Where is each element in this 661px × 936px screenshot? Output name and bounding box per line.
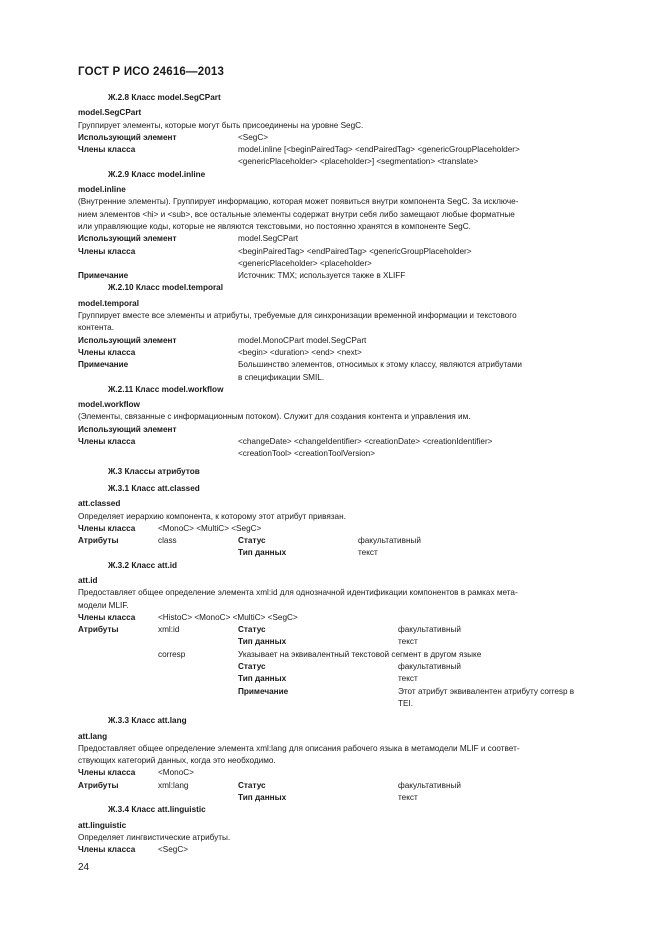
- members-row: [78, 844, 618, 856]
- attribute-row: [78, 535, 618, 547]
- class-name: att.classed: [78, 499, 121, 509]
- note-value: [398, 686, 618, 711]
- members-value: [238, 144, 618, 169]
- datatype-value: текст: [398, 793, 418, 803]
- used-by-value: model.SegCPart: [238, 234, 299, 244]
- attribute-name: xml:lang: [158, 780, 189, 790]
- datatype-label: Тип данных: [238, 793, 287, 803]
- section-heading: Ж.2.10 Класс model.temporal: [108, 283, 223, 293]
- members-value: <SegC>: [158, 845, 189, 855]
- attribute-row: [78, 780, 618, 792]
- members-label: Члены класса: [78, 845, 136, 855]
- class-name: model.SegCPart: [78, 108, 142, 118]
- status-value: факультативный: [398, 780, 461, 790]
- datatype-value: текст: [398, 674, 418, 684]
- members-label: Члены класса: [78, 437, 136, 447]
- section-heading: Ж.3.2 Класс att.id: [108, 560, 178, 570]
- note-line: Этот атрибут эквивалентен атрибуту corresp в: [398, 686, 575, 696]
- status-label: Статус: [238, 780, 266, 790]
- attribute-row: [78, 547, 618, 559]
- members-value: [238, 436, 618, 461]
- members-value: <MonoC> <MultiC> <SegC>: [158, 523, 262, 533]
- attribute-row: [78, 624, 618, 636]
- class-name: model.workflow: [78, 400, 140, 410]
- members-row: [78, 246, 618, 271]
- attribute-row: [78, 636, 618, 648]
- attributes-label: Атрибуты: [78, 536, 119, 546]
- datatype-value: текст: [398, 637, 418, 647]
- attribute-row: [78, 661, 618, 673]
- section-heading: Ж.2.11 Класс model.workflow: [108, 384, 224, 394]
- members-label: Члены класса: [78, 768, 136, 778]
- class-description-line: или управляющие коды, которые не являются текстовыми, но постоянно хранятся в компоненте SegC.: [78, 221, 471, 231]
- datatype-label: Тип данных: [238, 637, 287, 647]
- attributes-label: Атрибуты: [78, 625, 119, 635]
- section-heading: Ж.3.4 Класс att.linguistic: [108, 805, 206, 815]
- class-name: model.temporal: [78, 298, 139, 308]
- members-label: Члены класса: [78, 523, 136, 533]
- status-label: Статус: [238, 536, 266, 546]
- section-heading: Ж.2.8 Класс model.SegCPart: [108, 93, 221, 102]
- status-label: Статус: [238, 625, 266, 635]
- class-description: Определяет иерархию компонента, к которому этот атрибут привязан.: [78, 511, 346, 521]
- members-line: <genericPlaceholder> <placeholder>] <segmentation> <translate>: [238, 157, 479, 167]
- members-line: <changeDate> <changeIdentifier> <creationDate> <creationIdentifier>: [238, 437, 493, 447]
- datatype-label: Тип данных: [238, 548, 287, 558]
- used-by-value: <SegC>: [238, 132, 269, 142]
- note-value: [238, 359, 618, 384]
- used-by-row: [78, 132, 618, 144]
- note-row: [78, 270, 618, 282]
- members-line: <genericPlaceholder> <placeholder>: [238, 258, 372, 268]
- members-line: model.inline [<beginPairedTag> <endPairedTag> <genericGroupPlaceholder>: [238, 145, 520, 155]
- class-name: att.id: [78, 575, 98, 585]
- note-label: Примечание: [78, 360, 129, 370]
- attribute-name: corresp: [158, 649, 186, 659]
- attribute-row: [78, 686, 618, 711]
- members-value: <HistoC> <MonoC> <MultiC> <SegC>: [158, 612, 298, 622]
- class-description-line: Группирует вместе все элементы и атрибуты, требуемые для синхронизации временной информации и текстового: [78, 311, 517, 321]
- attribute-name: class: [158, 536, 177, 546]
- used-by-label: Использующий элемент: [78, 234, 177, 244]
- status-value: факультативный: [398, 625, 461, 635]
- note-line: TEI.: [398, 698, 414, 708]
- document-header: ГОСТ Р ИСО 24616—2013: [78, 66, 225, 78]
- members-row: [78, 612, 618, 624]
- members-value: <begin> <duration> <end> <next>: [238, 347, 362, 357]
- members-row: [78, 436, 618, 461]
- document-body: [78, 92, 618, 857]
- status-value: факультативный: [358, 536, 421, 546]
- used-by-label: Использующий элемент: [78, 132, 177, 142]
- members-label: Члены класса: [78, 347, 136, 357]
- attribute-row: [78, 792, 618, 804]
- used-by-label: Использующий элемент: [78, 335, 177, 345]
- members-row: [78, 144, 618, 169]
- datatype-label: Тип данных: [238, 674, 287, 684]
- class-description-line: Предоставляет общее определение элемента xml:lang для описания рабочего языка в метамодели MLIF и соответ-: [78, 743, 520, 753]
- members-row: [78, 347, 618, 359]
- class-description-line: контента.: [78, 323, 114, 333]
- class-name: att.linguistic: [78, 820, 127, 830]
- note-label: Примечание: [78, 271, 129, 281]
- note-label: Примечание: [238, 686, 289, 696]
- class-description-line: модели MLIF.: [78, 600, 129, 610]
- class-description-line: ствующих категорий данных, когда это необходимо.: [78, 756, 276, 766]
- members-line: <beginPairedTag> <endPairedTag> <genericGroupPlaceholder>: [238, 246, 472, 256]
- attribute-name: xml:id: [158, 625, 180, 635]
- class-description-line: (Внутренние элементы). Группирует информацию, которая может появиться внутри компонента SegC. За исключе-: [78, 197, 519, 207]
- class-name: model.inline: [78, 185, 126, 195]
- section-heading: Ж.2.9 Класс model.inline: [108, 169, 206, 179]
- attribute-row: [78, 649, 618, 661]
- attributes-label: Атрибуты: [78, 780, 119, 790]
- class-description: Определяет лингвистические атрибуты.: [78, 832, 231, 842]
- attribute-row: [78, 673, 618, 685]
- used-by-label: Использующий элемент: [78, 424, 177, 434]
- status-label: Статус: [238, 662, 266, 672]
- section-heading: Ж.3.3 Класс att.lang: [108, 716, 187, 726]
- datatype-value: текст: [358, 548, 378, 558]
- members-label: Члены класса: [78, 145, 136, 155]
- note-line: в спецификации SMIL.: [238, 372, 325, 382]
- class-description-line: Предоставляет общее определение элемента xml:id для однозначной идентификации компонентов в рамках мета-: [78, 588, 518, 598]
- section-heading: Ж.3 Классы атрибутов: [108, 466, 200, 476]
- class-description-line: нием элементов <hi> и <sub>, все остальные элементы содержат внутри себя либо замещают любые форматные: [78, 209, 515, 219]
- used-by-value: model.MonoCPart model.SegCPart: [238, 335, 367, 345]
- attribute-description: Указывает на эквивалентный текстовой сегмент в другом языке: [238, 649, 482, 659]
- members-row: [78, 523, 618, 535]
- members-label: Члены класса: [78, 246, 136, 256]
- members-value: [238, 246, 618, 271]
- class-description: (Элементы, связанные с информационным потоком). Служит для создания контента и управления им.: [78, 412, 471, 422]
- class-description: Группирует элементы, которые могут быть присоединены на уровне SegC.: [78, 120, 364, 130]
- members-line: <creationTool> <creationToolVersion>: [238, 449, 376, 459]
- section-heading: Ж.3.1 Класс att.classed: [108, 483, 200, 493]
- note-value: Источник: TMX; используется также в XLIFF: [238, 271, 406, 281]
- note-row: [78, 359, 618, 384]
- class-name: att.lang: [78, 731, 108, 741]
- used-by-row: [78, 233, 618, 245]
- members-value: <MonoC>: [158, 768, 194, 778]
- status-value: факультативный: [398, 662, 461, 672]
- note-line: Большинство элементов, относимых к этому классу, являются атрибутами: [238, 360, 522, 370]
- members-label: Члены класса: [78, 612, 136, 622]
- page-number: 24: [78, 862, 90, 873]
- used-by-row: [78, 335, 618, 347]
- members-row: [78, 767, 618, 779]
